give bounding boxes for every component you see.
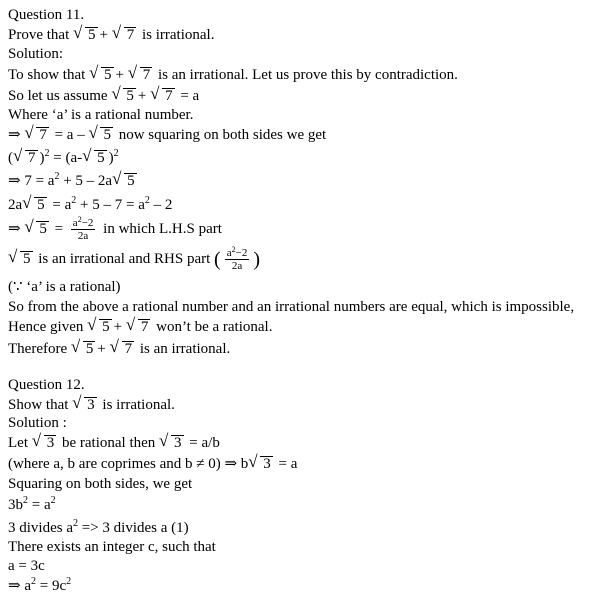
sqrt-7: √ 7	[111, 23, 135, 43]
q11-to-show-line: To show that √ 5 + √ 7 is an irrational. Let us prove this by contradiction.	[8, 63, 458, 83]
q11-step4: 2a √ $5 = a^2 + 5 - 7 = a^2 - 2$	[8, 193, 173, 213]
q11-assume-line: So let us assume √ 5 + √ 7 = a	[8, 84, 200, 104]
q11-solution-label: Solution:	[8, 46, 64, 62]
sqrt-5: √ 5	[112, 169, 135, 189]
sqrt-7: √ 7	[13, 146, 36, 166]
sqrt-5: √ 5	[87, 315, 110, 335]
sqrt-5: √ 5	[111, 84, 134, 104]
sqrt-5: √ 5	[89, 63, 112, 83]
sqrt-5: √ 5	[73, 23, 96, 43]
sqrt-3: √ 3	[31, 431, 55, 451]
sqrt-5: √ 5	[70, 337, 94, 357]
question-12-heading: Question 12.	[8, 377, 85, 393]
q11-step2: ( √ 7 )$^2$ = (a- √ 5 )$^2$	[8, 146, 119, 166]
q11-hence: Hence given √ 5 + √ 7 won’t be a rational.	[8, 315, 273, 335]
question-11-heading: Question 11.	[8, 7, 85, 23]
sqrt-5: √ 5	[82, 146, 105, 166]
q11-because: (∵ ‘a’ is a rational)	[8, 279, 121, 295]
q12-a-equals-3c: a = 3c	[8, 558, 45, 574]
q11-therefore: Therefore √ 5 + √ 7 is an irrational.	[8, 337, 231, 357]
q12-exists: There exists an integer c, such that	[8, 539, 216, 555]
sqrt-7: √ 7	[109, 337, 133, 357]
sqrt-5: √ 5	[8, 247, 31, 267]
q11-step1: ⇒ √ 7 = a – √ 5 now squaring on both sides we get	[8, 123, 327, 143]
q11-so-from: So from the above a rational number and an irrational numbers are equal, which is impossible,	[8, 299, 575, 315]
q12-eq2: ⇒ $a^2 = 9c^2$	[8, 576, 72, 594]
q11-prove-line: Prove that √ 5 + √ 7 is irrational.	[8, 23, 215, 43]
q12-divides: 3 divides $a^2 => 3$ divides a (1)	[8, 518, 189, 536]
q11-step5: ⇒ √ 5 = $\frac{a^2-2}{2a}$ in which L.H.S part	[8, 215, 222, 243]
sqrt-7: √ 7	[127, 63, 151, 83]
q12-eq1: $3b^2 = a^2$	[8, 495, 56, 513]
sqrt-7: √ 7	[150, 84, 173, 104]
fraction: $\frac{a^2-2}{2a}$	[72, 215, 94, 243]
sqrt-7: √ 7	[24, 123, 47, 143]
q11-step6: √ 5 is an irrational and RHS part ( $\frac{a^2-2}{2a}$ )	[8, 245, 260, 273]
sqrt-3: √ 3	[72, 393, 95, 413]
q12-let-line: Let √ 3 be rational then √ 3 = a/b	[8, 431, 220, 451]
sqrt-3: √ 3	[248, 452, 271, 472]
sqrt-5: √ 5	[22, 193, 45, 213]
sqrt-7: √ 7	[125, 315, 149, 335]
fraction: $\frac{a^2-2}{2a}$	[226, 245, 248, 273]
q12-show-line: Show that √ 3 is irrational.	[8, 393, 175, 413]
sqrt-5: √ 5	[88, 123, 111, 143]
sqrt-3: √ 3	[159, 431, 182, 451]
q11-where-line: Where ‘a’ is a rational number.	[8, 107, 194, 123]
q12-solution-label: Solution :	[8, 415, 67, 431]
sqrt-5: √ 5	[24, 217, 47, 237]
q12-squaring: Squaring on both sides, we get	[8, 476, 193, 492]
q11-step3: ⇒ $7 = a^2 + 5 - 2a$ √ 5	[8, 169, 135, 189]
q12-where-line: (where a, b are coprimes and b ≠ 0) ⇒ b √ 3 = a	[8, 452, 298, 472]
